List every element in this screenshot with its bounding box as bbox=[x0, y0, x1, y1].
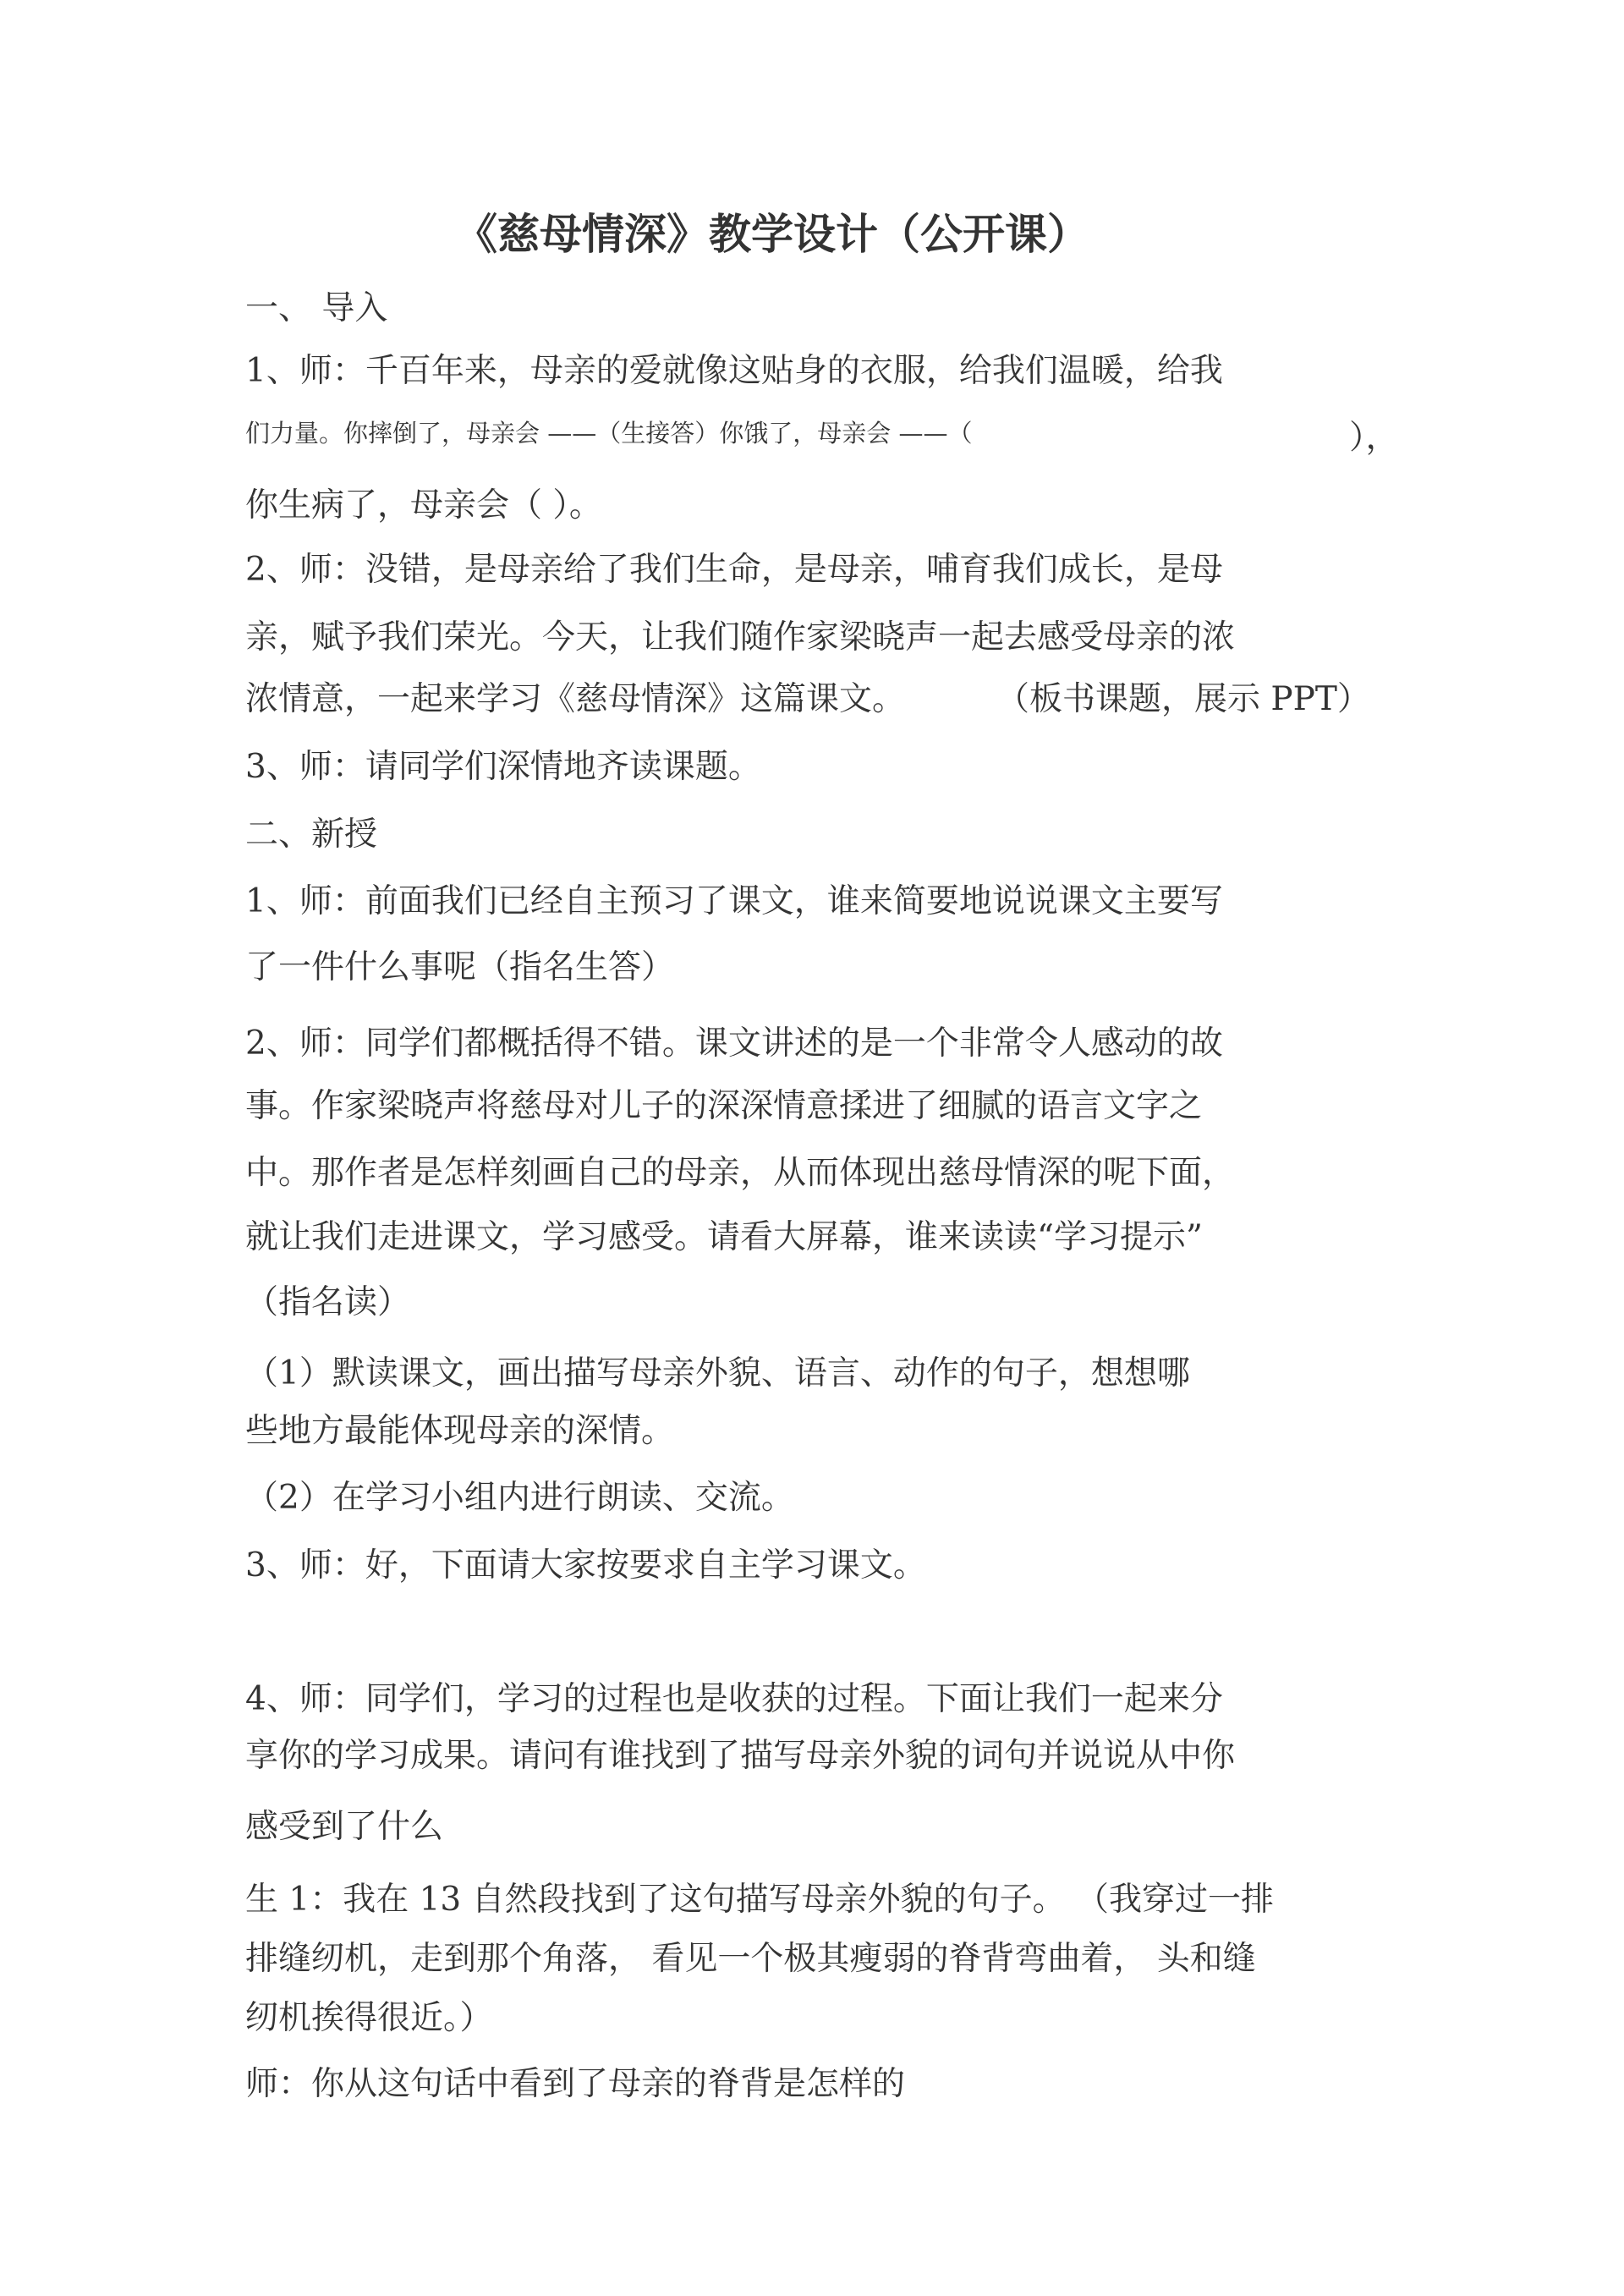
text-line: 4、师：同学们，学习的过程也是收获的过程。下面让我们一起来分 bbox=[245, 1680, 1223, 1718]
section-heading-new: 二、新授 bbox=[245, 816, 378, 854]
text-line: （2）在学习小组内进行朗读、交流。 bbox=[245, 1479, 794, 1517]
text-line: （1）默读课文，画出描写母亲外貌、语言、动作的句子，想想哪 bbox=[245, 1354, 1190, 1392]
text-line: 亲，赋予我们荣光。今天，让我们随作家梁晓声一起去感受母亲的浓 bbox=[245, 618, 1236, 656]
text-line: 师：你从这句话中看到了母亲的脊背是怎样的 bbox=[245, 2065, 906, 2103]
text-line: 了一件什么事呢（指名生答） bbox=[245, 948, 675, 986]
text-line: 中。那作者是怎样刻画自己的母亲，从而体现出慈母情深的呢下面， bbox=[245, 1154, 1236, 1192]
text-line-end: ）， bbox=[1349, 419, 1399, 457]
text-line: 2、师：没错，是母亲给了我们生命，是母亲，哺育我们成长，是母 bbox=[245, 551, 1223, 589]
text-line: （指名读） bbox=[245, 1283, 411, 1321]
text-line: 享你的学习成果。请问有谁找到了描写母亲外貌的词句并说说从中你 bbox=[245, 1737, 1236, 1775]
text-line: 纫机挨得很近。） bbox=[245, 1999, 493, 2037]
text-line: 排缝纫机，走到那个角落， 看见一个极其瘦弱的脊背弯曲着， 头和缝 bbox=[245, 1940, 1256, 1978]
text-line: 就让我们走进课文，学习感受。请看大屏幕，谁来读读“学习提示” bbox=[245, 1218, 1203, 1256]
text-line: 3、师：请同学们深情地齐读课题。 bbox=[245, 748, 761, 786]
text-line: 2、师：同学们都概括得不错。课文讲述的是一个非常令人感动的故 bbox=[245, 1024, 1223, 1063]
text-line: 事。作家梁晓声将慈母对儿子的深深情意揉进了细腻的语言文字之 bbox=[245, 1087, 1203, 1125]
text-line: 你生病了，母亲会（ ）。 bbox=[245, 486, 602, 525]
text-line: 些地方最能体现母亲的深情。 bbox=[245, 1412, 675, 1450]
text-line: 生 1：我在 13 自然段找到了这句描写母亲外貌的句子。 （我穿过一排 bbox=[245, 1881, 1275, 1919]
text-line: 感受到了什么 bbox=[245, 1808, 444, 1846]
text-line: 1、师：前面我们已经自主预习了课文，谁来简要地说说课文主要写 bbox=[245, 882, 1223, 920]
text-line: 浓情意，一起来学习《慈母情深》这篇课文。 bbox=[245, 680, 906, 718]
section-heading-intro: 一、 导入 bbox=[245, 289, 388, 327]
text-line: 3、师：好，下面请大家按要求自主学习课文。 bbox=[245, 1546, 926, 1585]
text-line: 1、师：千百年来，母亲的爱就像这贴身的衣服，给我们温暖，给我 bbox=[245, 352, 1223, 390]
document-title: 《慈母情深》教学设计（公开课） bbox=[455, 209, 1089, 259]
text-line-note: （板书课题，展示 PPT） bbox=[996, 680, 1370, 718]
text-line: 们力量。你摔倒了，母亲会 ——（生接答）你饿了，母亲会 ——（ bbox=[245, 419, 973, 448]
